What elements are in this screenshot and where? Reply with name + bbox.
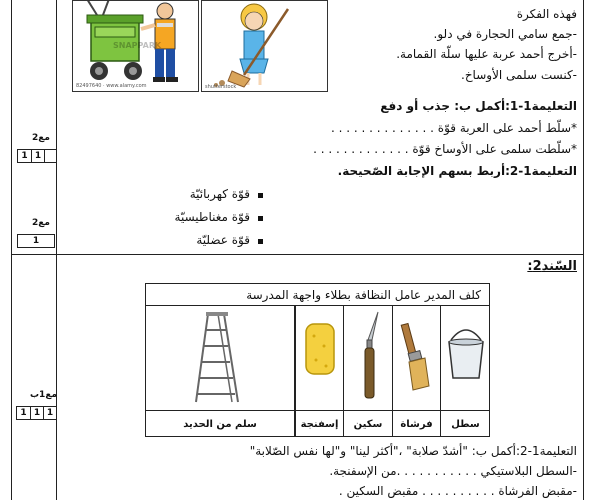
brush-image-cell [392, 306, 440, 410]
score-cell: 1 [31, 150, 44, 162]
bucket-image-cell [440, 306, 490, 410]
score-cell: 1 [21, 151, 28, 161]
label-sponge: إسفنجة [295, 410, 343, 437]
option-bullet [258, 216, 263, 221]
section-divider [11, 254, 584, 255]
criterion-label-a: مع2 [32, 133, 50, 143]
label-brush: فرشاة [392, 410, 440, 437]
score-cell: 1 [30, 407, 43, 419]
score-box-c [16, 406, 57, 420]
label-bucket: سطل [440, 410, 490, 437]
option-muscular-force: قوّة عضليّة [196, 233, 250, 247]
sentence-2: -أخرج أحمد عربة عليها سلّة القمامة. [396, 47, 577, 61]
tools-table-title: كلف المدير عامل النظافة بطلاء واجهة المدرسة [146, 284, 489, 306]
option-bullet [258, 239, 263, 244]
sponge-icon [296, 306, 344, 410]
knife-image-cell [343, 306, 392, 410]
idea-intro: فهذه الفكرة [516, 7, 577, 21]
option-electric-force: قوّة كهربائيّة [189, 187, 250, 201]
score-cell: 1 [32, 236, 40, 246]
ladder-icon [146, 306, 294, 410]
score-box-a [17, 149, 57, 163]
instruction-1-1-title: التعليمة1-1:أكمل ب: جذب أو دفع [380, 99, 577, 113]
margin-divider [56, 0, 57, 500]
label-ladder: سلم من الحديد [146, 410, 295, 437]
instruction-1-1-line-2: *سلّطت سلمى على الأوساخ قوّة . . . . . . . . . . . . . [313, 142, 577, 156]
image-credit: 82497640 · www.alamy.com [76, 83, 147, 89]
section-2-label: السّند2: [527, 259, 577, 274]
ladder-image-cell [146, 306, 295, 410]
score-cell: 1 [20, 408, 27, 418]
tools-table [145, 283, 490, 437]
sweeping-girl-image [201, 0, 328, 92]
bucket-icon [441, 306, 491, 410]
image-credit: shutterstock [205, 84, 237, 90]
criterion-label-b: مع2 [32, 218, 50, 228]
option-bullet [258, 193, 263, 198]
sentence-1: -جمع سامي الحجارة في دلو. [433, 27, 577, 41]
instruction-1-2-title: التعليمة1-2:أربط بسهم الإجابة الصّحيحة. [337, 164, 577, 178]
instruction-2-1-line-2: -مقبض الفرشاة . . . . . . . . . . مقبض السكين . [338, 484, 577, 498]
option-magnetic-force: قوّة مغناطيسيّة [174, 210, 250, 224]
knife-icon [344, 306, 393, 410]
score-cell [44, 150, 56, 162]
sponge-image-cell [295, 306, 343, 410]
instruction-1-1-line-1: *سلّط أحمد على العربة قوّة . . . . . . . . . . . . . . [331, 121, 577, 135]
image-watermark: SNAPPARK [113, 41, 162, 50]
right-border [583, 0, 584, 500]
janitor-cart-image [72, 0, 199, 92]
instruction-2-1-title: التعليمة1-2:أكمل ب: "أشدّ صلابة" ،"أكثر لينا" و"لها نفس الصّلابة" [249, 444, 577, 458]
score-cell: 1 [43, 407, 56, 419]
paintbrush-icon [393, 306, 441, 410]
label-knife: سكين [343, 410, 392, 437]
score-box-b [17, 234, 55, 248]
sentence-3: -كنست سلمى الأوساخ. [461, 68, 577, 82]
instruction-2-1-line-1: -السطل البلاستيكي . . . . . . . . . . .من الإسفنجة. [329, 464, 577, 478]
left-border [11, 0, 12, 500]
criterion-label-c: مع1ب [30, 390, 58, 400]
